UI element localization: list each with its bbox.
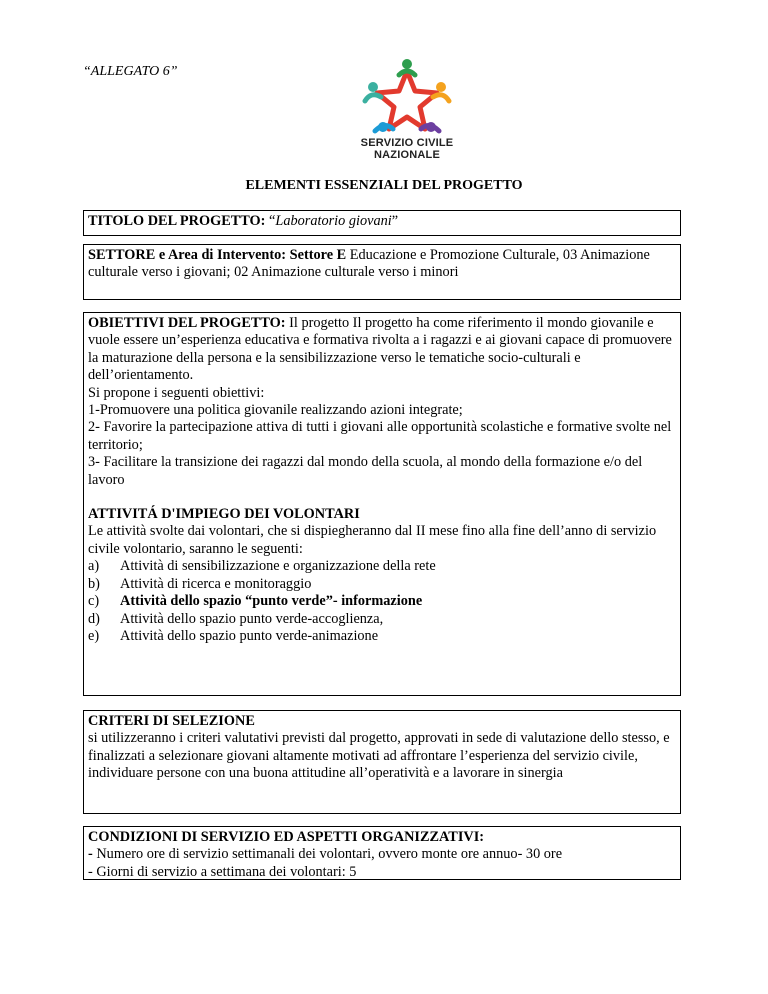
attivita-item-text: Attività dello spazio punto verde-animazione [120, 627, 379, 644]
attivita-item [88, 593, 676, 610]
titolo-label: TITOLO DEL PROGETTO: [88, 213, 266, 229]
attivita-item-text: Attività dello spazio “punto verde”- informazione [120, 593, 423, 610]
condizioni-line1: Numero ore di servizio settimanali dei volontari, ovvero monte ore annuo- 30 ore [92, 846, 563, 863]
attivita-item-text: Attività di sensibilizzazione e organizzazione della rete [120, 558, 436, 575]
attivita-item-mark: d) [88, 610, 100, 627]
obiettivi-line: 1-Promuovere una politica giovanile realizzando azioni integrate; [88, 402, 463, 419]
obiettivi-box [83, 312, 681, 696]
star-people-icon [355, 57, 459, 137]
attivita-heading: ATTIVITÁ D'IMPIEGO DEI VOLONTARI [88, 506, 360, 523]
settore-text: Educazione e Promozione Culturale, 03 Animazione culturale verso i giovani; 02 Animazione culturale verso i minori [88, 247, 650, 281]
condizioni-dash: - [88, 846, 93, 863]
attivita-item-mark: e) [88, 627, 100, 644]
attivita-item-text: Attività dello spazio punto verde-accoglienza, [120, 610, 384, 627]
settore-box [83, 244, 681, 300]
titolo-open-quote: “ [269, 213, 276, 229]
obiettivi-line: 3- Facilitare la transizione dei ragazzi dal mondo della scuola, al mondo della formazione e/o del lavoro [88, 454, 643, 488]
logo-text-line2: NAZIONALE [374, 149, 440, 161]
attivita-item-mark: c) [88, 593, 100, 610]
attivita-item-mark: a) [88, 558, 100, 575]
attivita-item [88, 611, 676, 628]
titolo-close-quote: ” [391, 213, 399, 229]
obiettivi-line: Si propone i seguenti obiettivi: [88, 384, 265, 401]
allegato-label: “ALLEGATO 6” [83, 64, 178, 79]
criteri-text: si utilizzeranno i criteri valutativi previsti dal progetto, approvati in sede di valutazione dello stesso, e finalizzati a selezionare giovani altamente motivati ad affrontare l’esperienza del servizio civile, individuare persone con una buona attitudine all’operatività e a lavorare in sinergia [88, 730, 670, 782]
condizioni-box [83, 826, 681, 880]
obiettivi-line: 2- Favorire la partecipazione attiva di tutti i giovani alle opportunità scolastiche e formative svolte nel territorio; [88, 419, 672, 453]
obiettivi-intro: Il progetto Il progetto ha come riferimento il mondo giovanile e vuole essere un’esperienza educativa e formativa rivolta a i ragazzi e ai giovani capace di promuovere la maturazione della persona e la sensibilizzazione verso le tematiche socio-culturali e dell’orientamento. [88, 315, 672, 384]
logo-text-line1: SERVIZIO CIVILE [360, 137, 454, 149]
condizioni-heading: CONDIZIONI DI SERVIZIO ED ASPETTI ORGANIZZATIVI: [88, 829, 485, 845]
attivita-item [88, 558, 676, 575]
titolo-box [83, 210, 681, 236]
criteri-heading: CRITERI DI SELEZIONE [88, 713, 255, 729]
settore-bold-value: Settore E [289, 247, 347, 263]
condizioni-line2: - Giorni di servizio a settimana dei volontari: 5 [88, 863, 357, 880]
titolo-value: Laboratorio giovani [275, 213, 392, 229]
criteri-box [83, 710, 681, 814]
attivita-item [88, 628, 676, 645]
attivita-intro: Le attività svolte dai volontari, che si dispiegheranno dal II mese fino alla fine dell’anno di servizio civile volontario, saranno le seguenti: [88, 523, 657, 557]
attivita-item-text: Attività di ricerca e monitoraggio [120, 575, 312, 592]
servizio-civile-logo [355, 57, 459, 163]
document-title: ELEMENTI ESSENZIALI DEL PROGETTO [245, 178, 523, 193]
settore-label: SETTORE e Area di Intervento: [88, 247, 287, 263]
obiettivi-label: OBIETTIVI DEL PROGETTO: [88, 315, 286, 331]
attivita-item-mark: b) [88, 575, 100, 592]
attivita-item [88, 576, 676, 593]
